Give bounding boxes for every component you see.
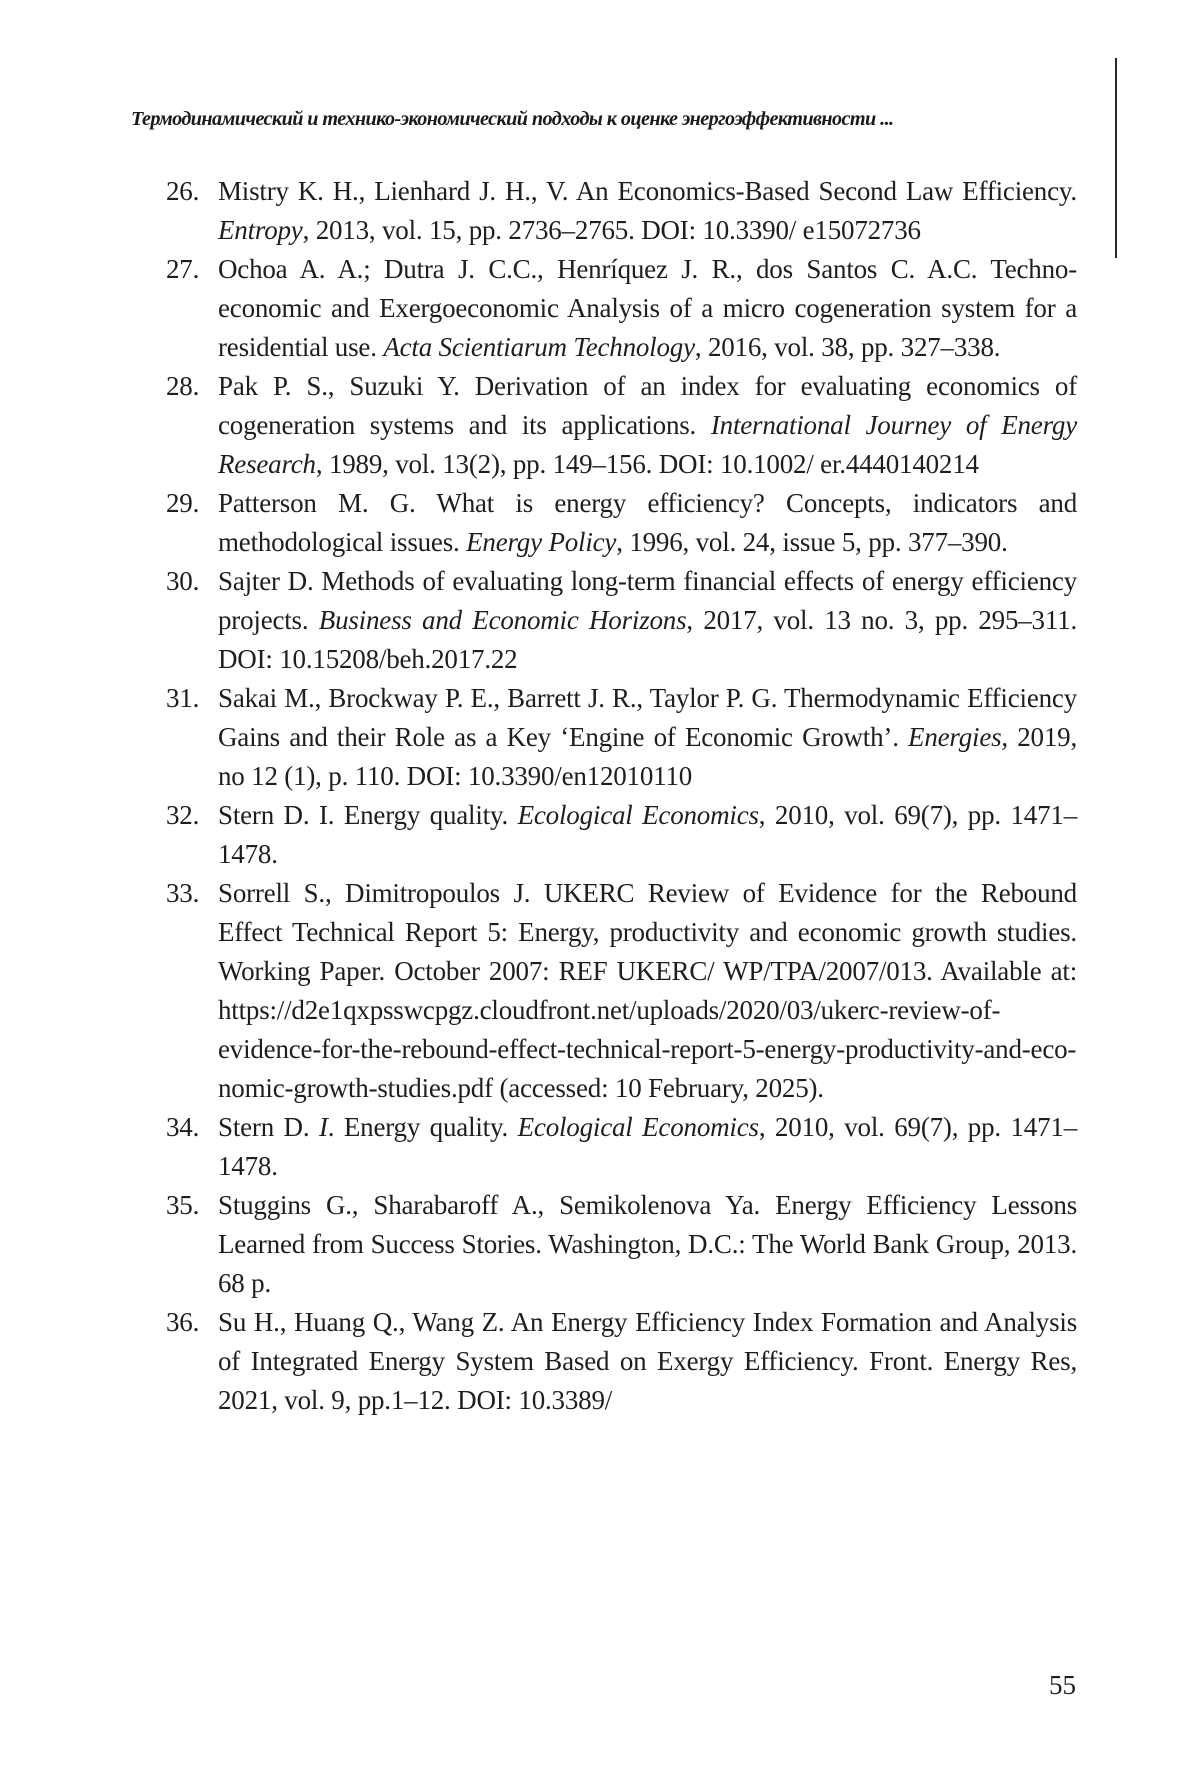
reference-text-segment: , 2017, vol. 13 no. 3, pp. 295–311. DOI: 10.15208/beh.2017.22 (218, 605, 1078, 674)
reference-source-title: Business and Economic Horizons (318, 605, 687, 635)
reference-item (166, 562, 1077, 679)
reference-text-segment: Sorrell S., Dimitropoulos J. UKERC Review of Evidence for the Rebound Effect Technical Report 5: Energy, productivity and economic growth studies. Working Paper. October 2007: REF UKERC/ WP/TPA/2007/013. Available at: https://d2e1qxpsswcpgz.cloudfront.net/uploads/2020/03/ukerc-review-of-evidence-for-the-​rebound-effect-technical-report-5-energy-productivity-and-economic-growth-studies.pdf (accessed: 10 February, 2025). (218, 878, 1077, 1103)
reference-text (218, 679, 1077, 796)
reference-text-segment: Sajter D. Methods of evaluating long-term financial effects of energy efficiency projects. (218, 566, 1077, 635)
reference-item (166, 484, 1077, 562)
reference-list (166, 172, 1077, 1420)
reference-number: 34. (166, 1112, 200, 1142)
reference-item (166, 874, 1077, 1108)
reference-text-segment: Ochoa A. A.; Dutra J. C.C., Henríquez J. R., dos Santos C. A.C. Techno-economic and Exergoeconomic Analysis of a micro cogeneration system for a residential use. (218, 254, 1077, 362)
reference-number: 27. (166, 254, 200, 284)
reference-text-segment: Sakai M., Brockway P. E., Barrett J. R., Taylor P. G. Thermodynamic Efficiency Gains and their Role as a Key ‘Engine of Economic Growth’. (218, 683, 1077, 752)
reference-text-segment: . Energy quality. (327, 1112, 518, 1142)
reference-number: 30. (166, 566, 200, 596)
reference-text-segment: , 2010, vol. 69(7), pp. 1471–1478. (218, 1112, 1077, 1181)
reference-text (218, 1186, 1077, 1303)
reference-text-segment: Patterson M. G. What is energy efficiency? Concepts, indicators and methodological issues. (218, 488, 1077, 557)
reference-number: 32. (166, 800, 200, 830)
reference-text-segment: , 1996, vol. 24, issue 5, pp. 377–390. (616, 527, 1008, 557)
reference-text-segment: 2019, no 12 (1), p. 110. DOI: 10.3390/en12010110 (218, 722, 1077, 791)
reference-source-title: Energies, (908, 722, 1008, 752)
reference-text-segment: Su H., Huang Q., Wang Z. An Energy Efficiency Index Formation and Analysis of Integrated Energy System Based on Exergy Efficiency. Front. Energy Res, 2021, vol. 9, pp.1–12. DOI: 10.3389/ (218, 1307, 1077, 1415)
reference-text-segment: , 2010, vol. 69(7), pp. 1471–1478. (218, 800, 1077, 869)
reference-text (218, 1108, 1077, 1186)
reference-text-segment: Mistry K. H., Lienhard J. H., V. An Economics-Based Second Law Efficiency. (218, 176, 1077, 206)
reference-text (218, 562, 1077, 679)
reference-item (166, 679, 1077, 796)
running-header: Термодинамический и технико-экономический подходы к оценке энергоэффективности ... (131, 108, 894, 130)
reference-item (166, 367, 1077, 484)
reference-number: 36. (166, 1307, 200, 1337)
reference-text (218, 1303, 1077, 1420)
reference-number: 31. (166, 683, 200, 713)
reference-item (166, 796, 1077, 874)
reference-text-segment: Stern D. (218, 1112, 319, 1142)
reference-source-title: Ecological Economics (517, 800, 759, 830)
reference-text-segment: , 2016, vol. 38, pp. 327–338. (694, 332, 1001, 362)
reference-text-segment: , 2013, vol. 15, pp. 2736–2765. DOI: 10.3390/ e15072736 (302, 215, 921, 245)
reference-source-title: Ecological Economics (517, 1112, 759, 1142)
reference-item (166, 1108, 1077, 1186)
reference-text-segment: Pak P. S., Suzuki Y. Derivation of an index for evaluating economics of cogeneration systems and its applications. (218, 371, 1077, 440)
reference-source-title: I (318, 1112, 328, 1142)
reference-text (218, 367, 1077, 484)
reference-source-title: Energy Policy (466, 527, 617, 557)
reference-item (166, 172, 1077, 250)
reference-item (166, 1303, 1077, 1420)
reference-text (218, 250, 1077, 367)
reference-text (218, 484, 1077, 562)
reference-text (218, 874, 1077, 1108)
reference-source-title: Acta Scientiarum Technology (383, 332, 695, 362)
reference-text (218, 796, 1077, 874)
reference-number: 26. (166, 176, 200, 206)
reference-text-segment: , 1989, vol. 13(2), pp. 149–156. DOI: 10.1002/ er.4440140214 (315, 449, 979, 479)
reference-item (166, 250, 1077, 367)
reference-item (166, 1186, 1077, 1303)
reference-text-segment: Stern D. I. Energy quality. (218, 800, 518, 830)
reference-number: 33. (166, 878, 200, 908)
page-number: 55 (1049, 1670, 1076, 1700)
reference-text-segment: Stuggins G., Sharabaroff A., Semikolenova Ya. Energy Efficiency Lessons Learned from Success Stories. Washington, D.C.: The World Bank Group, 2013. 68 p. (218, 1190, 1077, 1298)
reference-number: 28. (166, 371, 200, 401)
reference-source-title: Entropy (218, 215, 303, 245)
reference-number: 35. (166, 1190, 200, 1220)
reference-source-title: International Journey of Energy Research (218, 410, 1077, 479)
reference-text (218, 172, 1077, 250)
margin-rule (1115, 58, 1117, 258)
reference-number: 29. (166, 488, 200, 518)
